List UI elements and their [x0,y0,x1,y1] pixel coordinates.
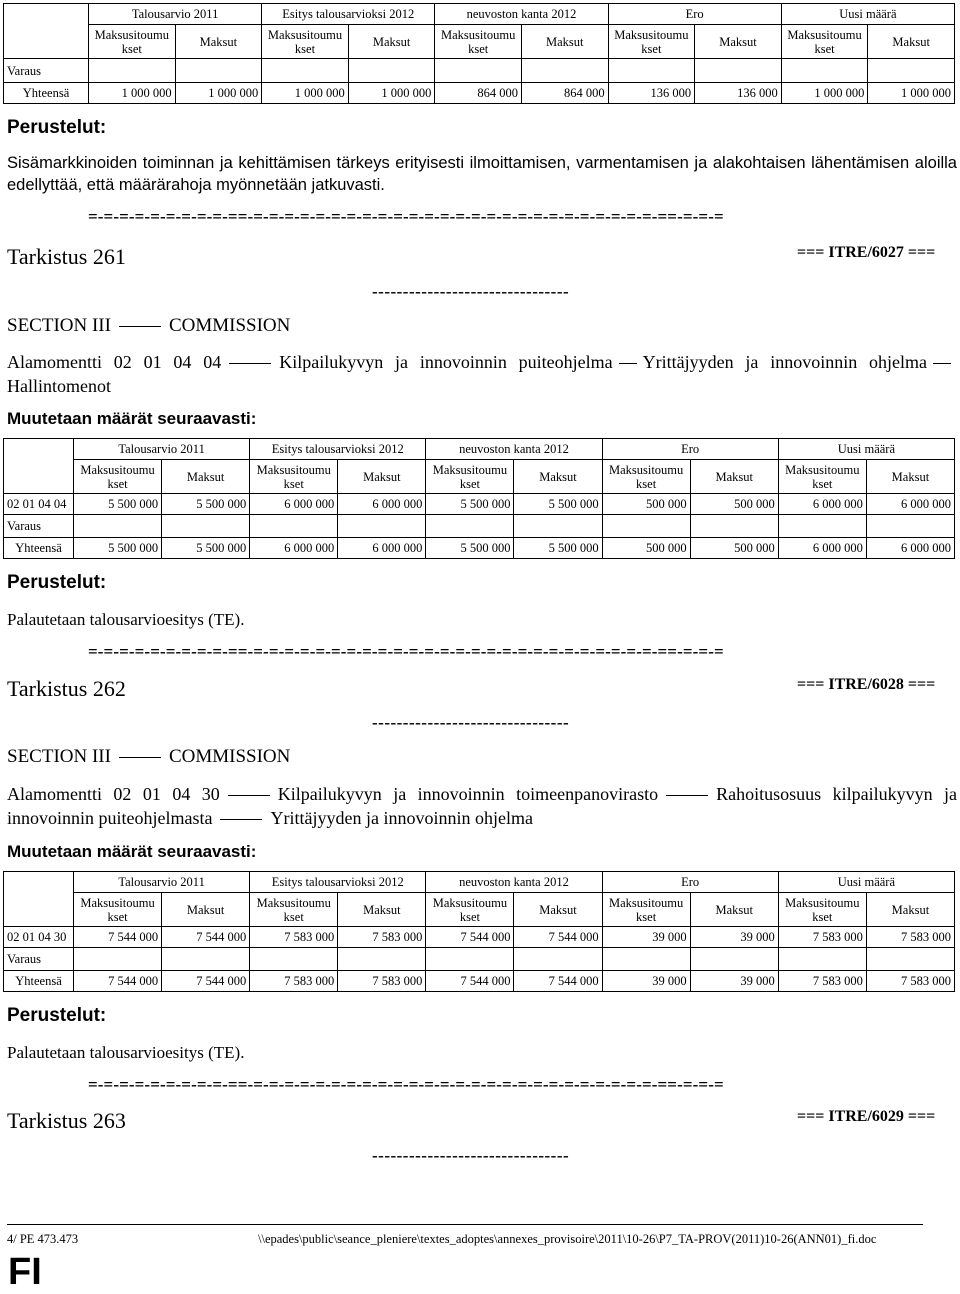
cell: 39 000 [690,971,778,992]
col-commit: Maksusitoumu kset [608,25,695,59]
cell: 864 000 [435,83,522,104]
table-row [4,971,955,992]
dash-line: -------------------------------- [372,713,570,732]
amendment-code: === ITRE/6028 === [797,676,936,693]
cell: 6 000 000 [338,494,426,515]
col-pay: Maksut [868,25,955,59]
group-header: neuvoston kanta 2012 [435,4,608,25]
alamomentti-number: Alamomentti 02 01 04 30 [7,784,220,804]
group-header: Talousarvio 2011 [89,4,262,25]
col-pay: Maksut [521,25,608,59]
cell: 5 500 000 [162,494,250,515]
cell: 7 583 000 [338,927,426,948]
cell: 7 583 000 [778,971,866,992]
empty-corner [4,439,74,494]
group-header: Uusi määrä [778,872,954,893]
cell: 1 000 000 [89,83,176,104]
cell: 6 000 000 [250,538,338,559]
group-header: Uusi määrä [781,4,954,25]
perustelut-text: Sisämarkkinoiden toiminnan ja kehittämisen tärkeys erityisesti ilmoittamisen, varmentamisen ja alakohtaisen lähentämisen aloilla edellyttää, että määrärahoja myönnetään jatkuvasti. [7,154,957,194]
col-commit: Maksusitoumu kset [262,25,349,59]
row-label: Varaus [4,948,74,971]
cell: 6 000 000 [778,538,866,559]
cell: 5 500 000 [514,494,602,515]
cell: 6 000 000 [866,538,954,559]
table-row [4,83,955,104]
col-commit: Maksusitoumu kset [74,460,162,494]
alamomentti-desc: Kilpailukyvyn ja innovoinnin puiteohjelma Yrittäjyyden ja innovoinnin ohjelmaHallintomenot [7,352,957,396]
table-row [4,948,955,971]
row-label: Yhteensä [4,538,74,559]
amendment-title: Tarkistus 261 [7,244,126,269]
table-row [4,538,955,559]
separator-line: =-=-=-=-=-=-=-=-=-==-=-=-=-=-=-=-=-=-=-=-=-=-=-=-=-=-=-=-=-=-=-=-=-=-=-=-==-=-=-= [88,1075,724,1094]
cell: 1 000 000 [175,83,262,104]
col-commit: Maksusitoumu kset [778,893,866,927]
alamomentti-desc: Kilpailukyvyn ja innovoinnin toimeenpanovirasto Rahoitusosuus kilpailukyvyn ja innovoinnin puiteohjelmasta Yrittäjyyden ja innovoinnin ohjelma [7,784,958,828]
cell: 136 000 [608,83,695,104]
col-commit: Maksusitoumu kset [74,893,162,927]
cell: 1 000 000 [868,83,955,104]
col-commit: Maksusitoumu kset [426,460,514,494]
group-header: Uusi määrä [778,439,954,460]
budget-table-262 [3,871,955,992]
cell: 6 000 000 [866,494,954,515]
cell: 39 000 [602,971,690,992]
perustelut-text: Palautetaan talousarvioesitys (TE). [7,610,245,629]
cell: 136 000 [695,83,782,104]
cell: 7 583 000 [250,927,338,948]
budget-table-0 [3,3,955,104]
dash-line: -------------------------------- [372,282,570,301]
subheader-row [4,460,955,494]
col-commit: Maksusitoumu kset [250,893,338,927]
table-row [4,494,955,515]
row-label: Varaus [4,515,74,538]
separator-line: =-=-=-=-=-=-=-=-=-==-=-=-=-=-=-=-=-=-=-=-=-=-=-=-=-=-=-=-=-=-=-=-=-=-=-=-==-=-=-= [88,207,724,226]
cell: 7 544 000 [162,927,250,948]
group-header: Ero [602,872,778,893]
cell: 7 544 000 [426,927,514,948]
amendment-code: === ITRE/6027 === [797,244,936,261]
footer-ref: 4/ PE 473.473 [7,1232,79,1246]
footer-path: \\epades\public\seance_pleniere\textes_adoptes\annexes_provisoire\2011\10-26\P7_TA-PROV(2011)10-26(ANN01)_fi.doc [258,1232,877,1246]
cell: 5 500 000 [426,538,514,559]
alamomentti-heading [7,782,957,830]
cell: 7 583 000 [866,971,954,992]
cell: 7 544 000 [514,971,602,992]
cell: 500 000 [602,494,690,515]
group-header: neuvoston kanta 2012 [426,439,602,460]
cell: 39 000 [602,927,690,948]
col-commit: Maksusitoumu kset [435,25,522,59]
cell: 7 583 000 [338,971,426,992]
cell: 5 500 000 [426,494,514,515]
cell: 39 000 [690,927,778,948]
col-pay: Maksut [338,460,426,494]
row-label: 02 01 04 04 [4,494,74,515]
row-label: Yhteensä [4,971,74,992]
group-header: Ero [602,439,778,460]
col-pay: Maksut [348,25,435,59]
amendment-title: Tarkistus 262 [7,676,126,701]
cell: 500 000 [602,538,690,559]
col-commit: Maksusitoumu kset [778,460,866,494]
cell: 6 000 000 [338,538,426,559]
perustelut-text: Palautetaan talousarvioesitys (TE). [7,1043,245,1062]
cell: 7 583 000 [778,927,866,948]
col-pay: Maksut [514,893,602,927]
group-header: neuvoston kanta 2012 [426,872,602,893]
section-title: SECTION III COMMISSION [7,315,291,336]
perustelut-heading: Perustelut: [7,117,107,138]
separator-line: =-=-=-=-=-=-=-=-=-==-=-=-=-=-=-=-=-=-=-=-=-=-=-=-=-=-=-=-=-=-=-=-=-=-=-=-==-=-=-= [88,642,724,661]
cell: 5 500 000 [74,538,162,559]
table-row [4,927,955,948]
col-pay: Maksut [866,893,954,927]
perustelut-heading: Perustelut: [7,1005,107,1026]
section-title: SECTION III COMMISSION [7,746,291,767]
col-pay: Maksut [690,893,778,927]
cell: 1 000 000 [781,83,868,104]
dash-line: -------------------------------- [372,1146,570,1165]
col-pay: Maksut [338,893,426,927]
muutetaan-label: Muutetaan määrät seuraavasti: [7,409,257,428]
table-row [4,515,955,538]
col-commit: Maksusitoumu kset [602,893,690,927]
cell: 6 000 000 [778,494,866,515]
row-label: Yhteensä [4,83,89,104]
cell: 7 544 000 [514,927,602,948]
col-commit: Maksusitoumu kset [781,25,868,59]
subheader-row [4,25,955,59]
group-header: Esitys talousarvioksi 2012 [250,439,426,460]
cell: 864 000 [521,83,608,104]
col-pay: Maksut [866,460,954,494]
cell: 7 544 000 [426,971,514,992]
table-row [4,59,955,83]
alamomentti-heading [7,350,957,398]
empty-corner [4,872,74,927]
group-header: Esitys talousarvioksi 2012 [250,872,426,893]
alamomentti-number: Alamomentti 02 01 04 04 [7,352,222,372]
amendment-title: Tarkistus 263 [7,1108,126,1133]
col-commit: Maksusitoumu kset [89,25,176,59]
row-label: Varaus [4,59,89,83]
subheader-row [4,893,955,927]
cell: 5 500 000 [162,538,250,559]
cell: 5 500 000 [514,538,602,559]
cell: 5 500 000 [74,494,162,515]
cell: 7 583 000 [866,927,954,948]
col-commit: Maksusitoumu kset [250,460,338,494]
col-pay: Maksut [162,460,250,494]
amendment-code: === ITRE/6029 === [797,1108,936,1125]
budget-table-261 [3,438,955,559]
col-pay: Maksut [690,460,778,494]
group-header: Ero [608,4,781,25]
footer-rule [7,1224,923,1225]
cell: 500 000 [690,538,778,559]
perustelut-heading: Perustelut: [7,572,107,593]
col-pay: Maksut [162,893,250,927]
cell: 7 544 000 [74,971,162,992]
language-code: FI [8,1251,42,1293]
group-header: Talousarvio 2011 [74,872,250,893]
col-pay: Maksut [175,25,262,59]
muutetaan-label: Muutetaan määrät seuraavasti: [7,842,257,861]
cell: 500 000 [690,494,778,515]
cell: 6 000 000 [250,494,338,515]
col-pay: Maksut [695,25,782,59]
group-header: Esitys talousarvioksi 2012 [262,4,435,25]
col-commit: Maksusitoumu kset [426,893,514,927]
col-commit: Maksusitoumu kset [602,460,690,494]
cell: 1 000 000 [348,83,435,104]
empty-corner [4,4,89,59]
cell: 7 544 000 [74,927,162,948]
cell: 1 000 000 [262,83,349,104]
cell: 7 583 000 [250,971,338,992]
cell: 7 544 000 [162,971,250,992]
row-label: 02 01 04 30 [4,927,74,948]
col-pay: Maksut [514,460,602,494]
group-header: Talousarvio 2011 [74,439,250,460]
